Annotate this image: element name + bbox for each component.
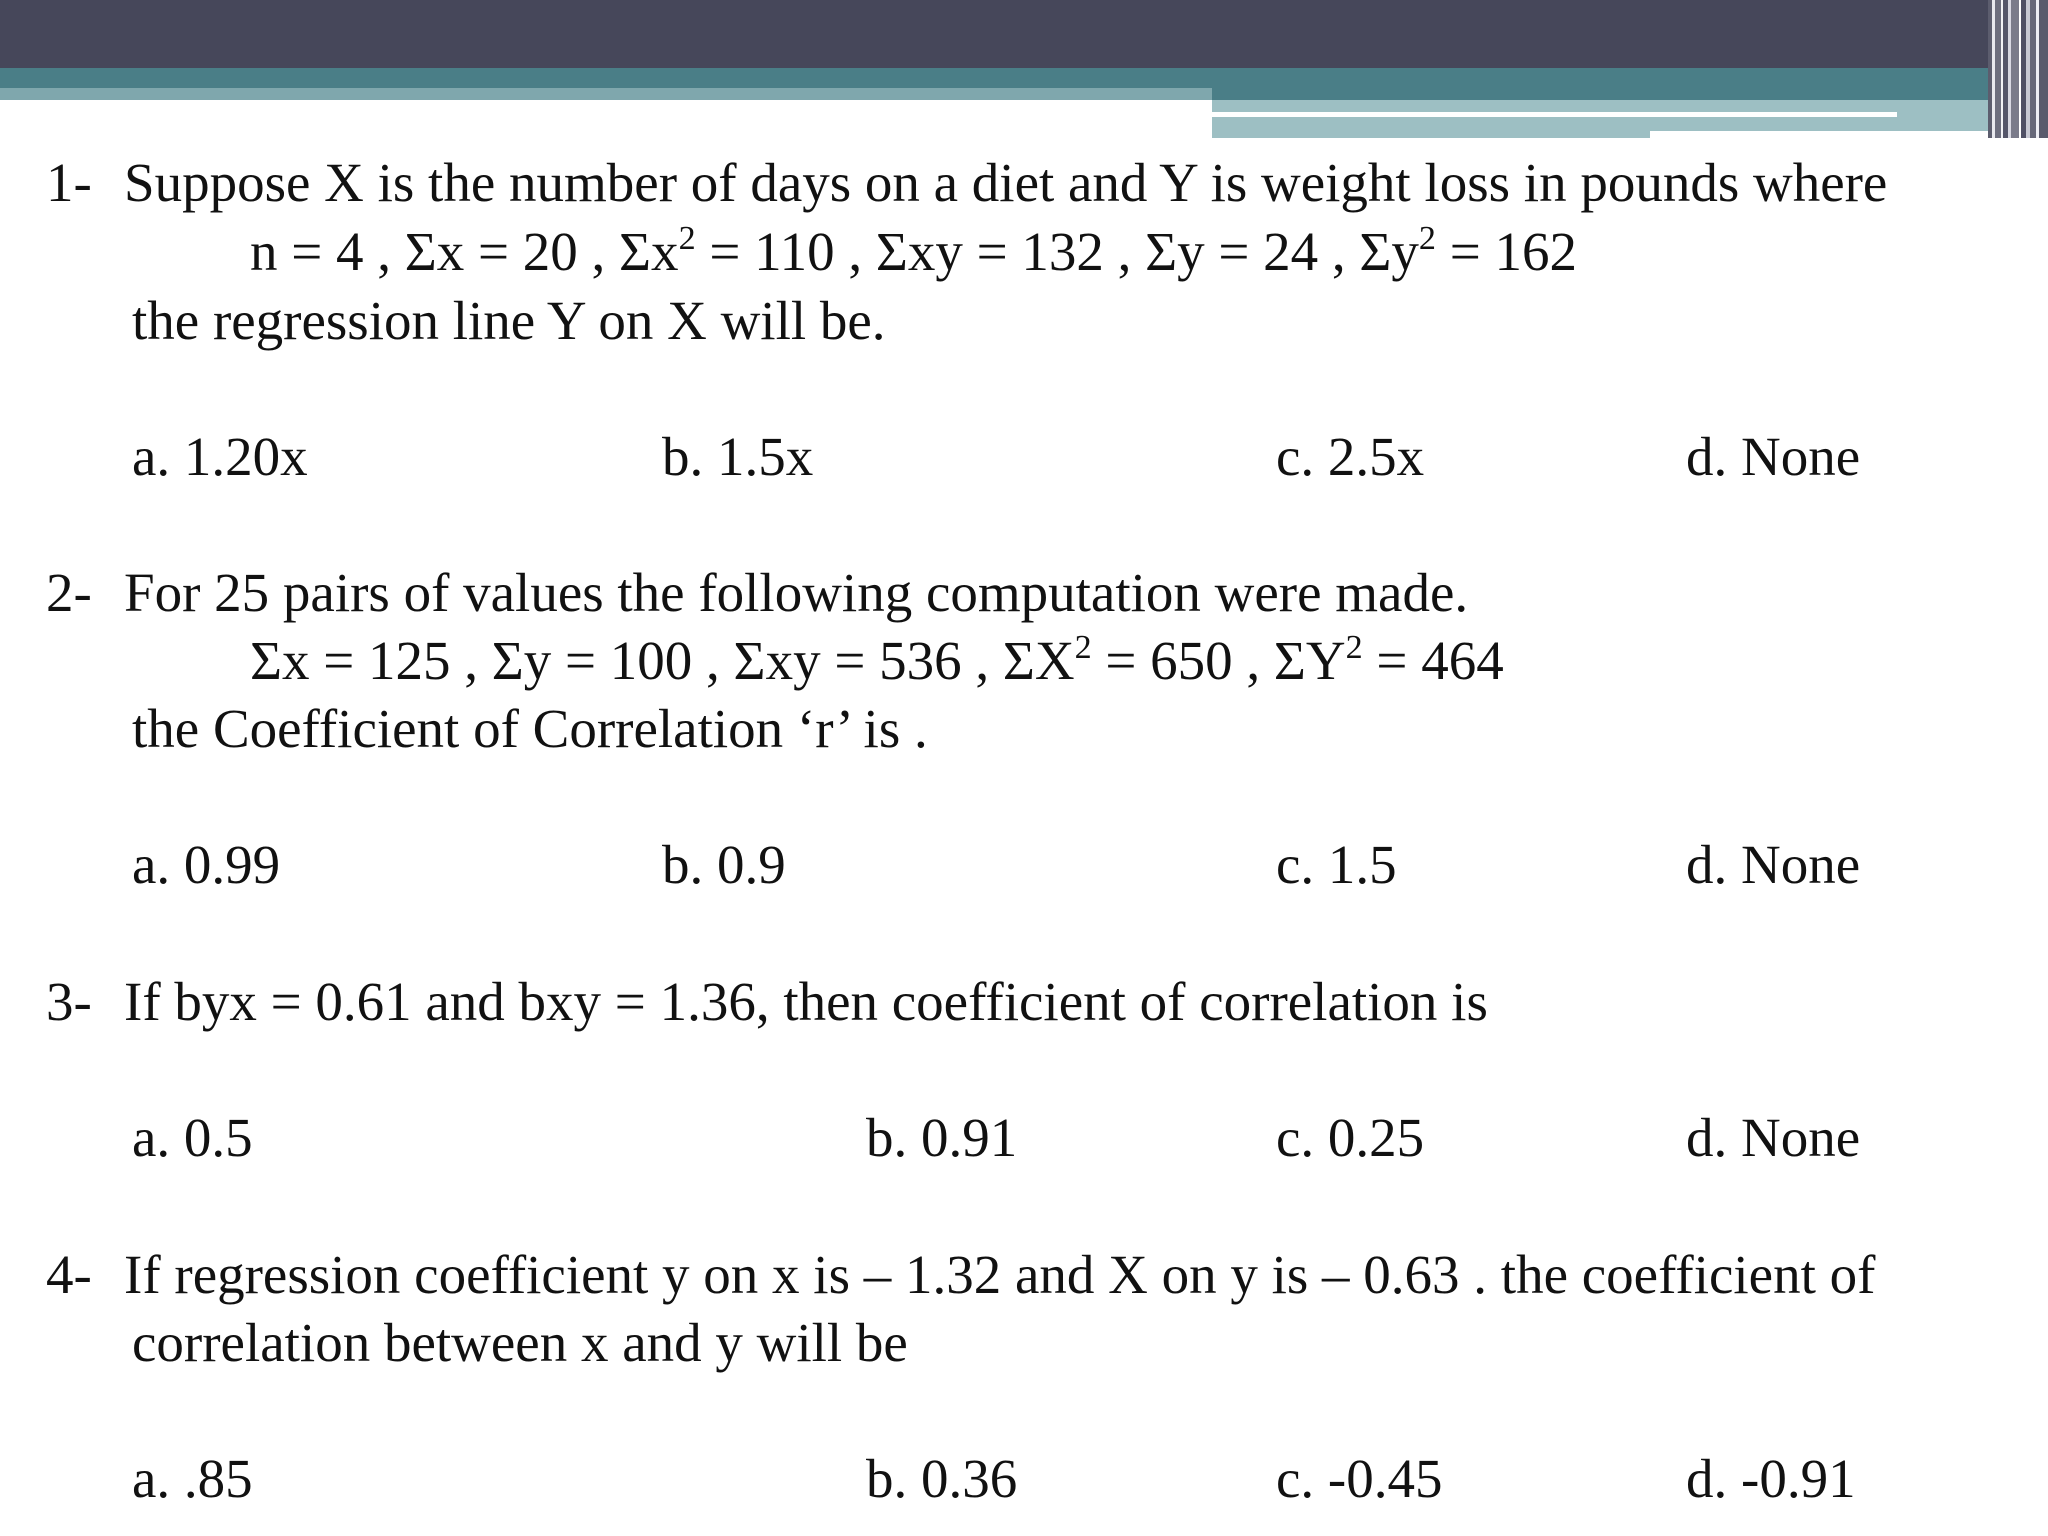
header-accent-line (1212, 112, 1897, 117)
given-values (250, 630, 1504, 692)
header-band-light (0, 88, 1212, 100)
question-number: 1- (46, 152, 92, 213)
question-text: For 25 pairs of values the following computation were made. (124, 562, 1469, 623)
question-number: 4- (46, 1244, 92, 1305)
option-d[interactable]: d. None (1686, 1107, 1861, 1168)
header-band-gap (0, 100, 1212, 140)
question-text-continued: correlation between x and y will be (132, 1312, 908, 1373)
question-number: 3- (46, 971, 92, 1032)
question-text: If byx = 0.61 and bxy = 1.36, then coefficient of correlation is (124, 971, 1488, 1032)
option-a[interactable]: a. .85 (132, 1448, 253, 1509)
option-c[interactable]: c. 0.25 (1276, 1107, 1425, 1168)
superscript: 2 (1074, 628, 1092, 666)
option-d[interactable]: d. None (1686, 426, 1861, 487)
given-part: n = 4 , Σx = 20 , Σx (250, 221, 679, 282)
given-part: = 464 (1362, 630, 1504, 691)
superscript: 2 (1345, 628, 1363, 666)
question-text: If regression coefficient y on x is – 1.32 and X on y is – 0.63 . the coefficient of (124, 1244, 1876, 1305)
superscript: 2 (678, 219, 696, 257)
question-number: 2- (46, 562, 92, 623)
option-b[interactable]: b. 1.5x (662, 426, 814, 487)
given-part: = 110 , Σxy = 132 , Σy = 24 , Σy (695, 221, 1419, 282)
question-prompt: the regression line Y on X will be. (132, 290, 886, 351)
question-prompt: the Coefficient of Correlation ‘r’ is . (132, 698, 928, 759)
option-d[interactable]: d. -0.91 (1686, 1448, 1856, 1509)
header-accent-line-2 (1650, 131, 2020, 138)
option-b[interactable]: b. 0.36 (866, 1448, 1018, 1509)
question-text: Suppose X is the number of days on a diet and Y is weight loss in pounds where (124, 152, 1888, 213)
option-a[interactable]: a. 1.20x (132, 426, 308, 487)
given-part: = 162 (1435, 221, 1577, 282)
option-c[interactable]: c. 1.5 (1276, 834, 1397, 895)
option-b[interactable]: b. 0.9 (662, 834, 786, 895)
option-d[interactable]: d. None (1686, 834, 1861, 895)
given-part: Σx = 125 , Σy = 100 , Σxy = 536 , ΣX (250, 630, 1075, 691)
header-band-dark (0, 0, 2048, 68)
superscript: 2 (1418, 219, 1436, 257)
option-a[interactable]: a. 0.5 (132, 1107, 253, 1168)
option-b[interactable]: b. 0.91 (866, 1107, 1018, 1168)
option-c[interactable]: c. -0.45 (1276, 1448, 1443, 1509)
option-c[interactable]: c. 2.5x (1276, 426, 1425, 487)
option-a[interactable]: a. 0.99 (132, 834, 281, 895)
given-values (250, 221, 1577, 283)
header-stripes (1988, 0, 2048, 138)
given-part: = 650 , ΣY (1091, 630, 1346, 691)
